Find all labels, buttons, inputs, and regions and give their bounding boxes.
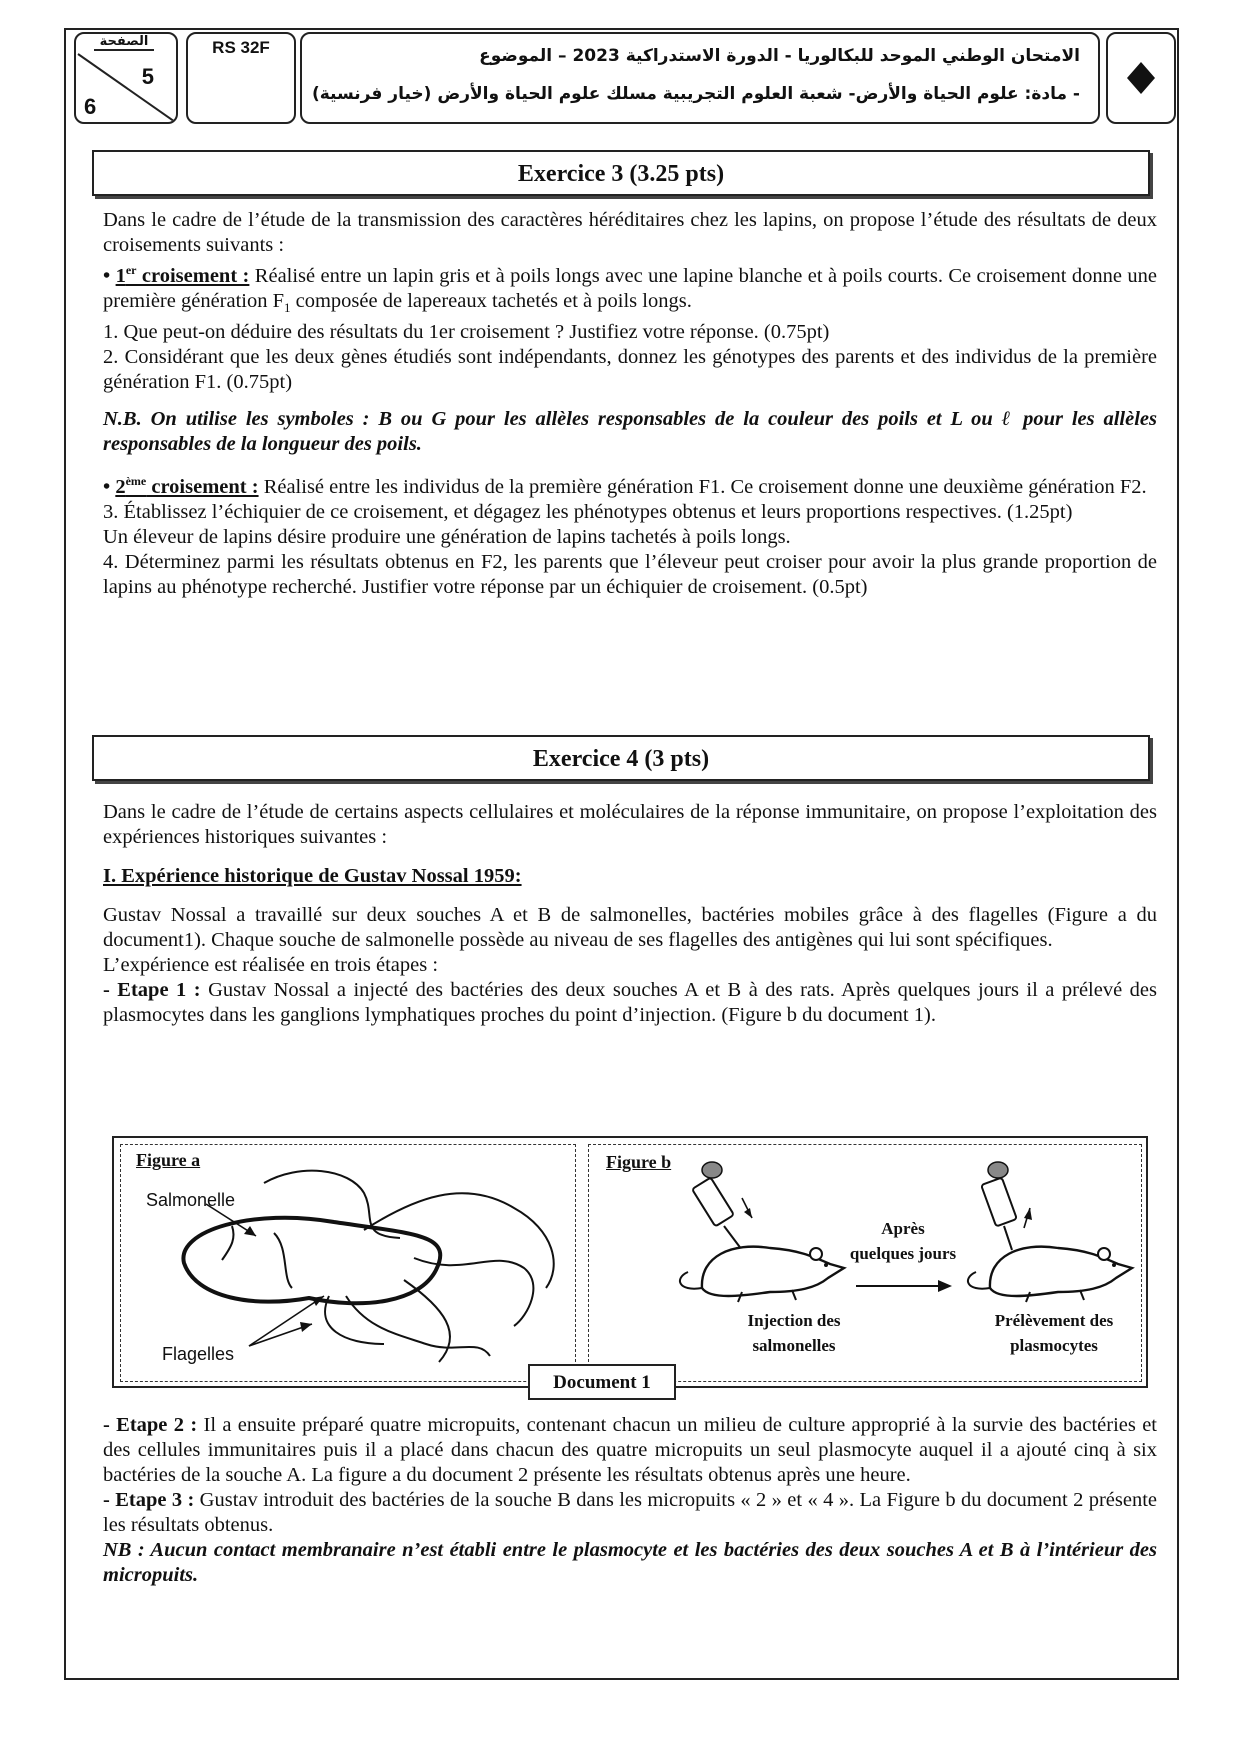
ex4-nb: NB : Aucun contact membranaire n’est établi entre le plasmocyte et les bactéries des deux souches A et B à l’intérieur des micropuits. <box>103 1539 1157 1586</box>
ex4-step1: - Etape 1 : Gustav Nossal a injecté des bactéries des deux souches A et B à des rats. Après quelques jours il a prélevé des plasmocytes dans les ganglions lymphatiques proches du point d’injection. (Figure b du document 1). <box>103 979 1157 1026</box>
exam-code-box <box>186 32 296 124</box>
ex3-cross1: • 1er croisement : Réalisé entre un lapin gris et à poils longs avec une lapine blanche et à poils courts. Ce croisement donne une première génération $F_1$ composée de lapereaux tachetés et à poils longs. <box>103 263 1157 315</box>
ex3-nb: N.B. On utilise les symboles : B ou G pour les allèles responsables de la couleur des poils et L ou ℓ pour les allèles responsables de la longueur des poils. <box>103 407 1157 455</box>
flagelles-label: Flagelles <box>162 1344 235 1364</box>
diamond-box <box>1106 32 1176 124</box>
exercise3-body <box>103 208 1157 600</box>
ex3-question4: 4. Déterminez parmi les résultats obtenus en F2, les parents que l’éleveur peut croiser pour avoir la plus grande proportion de lapins au phénotype recherché. Justifier votre réponse par un échiquier de croisement. (0.5pt) <box>103 550 1157 598</box>
ex4-p2: L’expérience est réalisée en trois étapes : <box>103 954 439 976</box>
ex4-section1-title: I. Expérience historique de Gustav Nossal 1959: <box>103 865 522 887</box>
rat-icon-right <box>968 1247 1132 1302</box>
injection-label: Injection des salmonelles <box>747 1311 841 1355</box>
exam-title-line2: - مادة: علوم الحياة والأرض- شعبة العلوم التجريبية مسلك علوم الحياة والأرض (خيار فرنسية) <box>311 84 1080 104</box>
ex4-step2: - Etape 2 : Il a ensuite préparé quatre micropuits, contenant chacun un milieu de culture approprié à la survie des bactéries et des cellules immunitaires puis il a placé dans chacun des quatre micropuits un seul plasmocyte auquel il a ajouté cinq à six bactéries de la souche A. La figure a du document 2 présente les résultats obtenus après une heure. <box>103 1414 1157 1486</box>
exercise4-title: Exercice 4 (3 pts) <box>92 735 1150 781</box>
ex3-question2: 2. Considérant que les deux gènes étudiés sont indépendants, donnez les génotypes des parents et des individus de la première génération F1. (0.75pt) <box>103 345 1157 393</box>
salmonella-drawing <box>114 1138 584 1388</box>
diamond-icon <box>1108 34 1174 122</box>
prelevement-label: Prélèvement des plasmocytes <box>994 1311 1114 1355</box>
ex4-intro: Dans le cadre de l’étude de certains aspects cellulaires et moléculaires de la réponse immunitaire, on propose l’exploitation des expériences historiques suivantes : <box>103 801 1157 848</box>
after-days-label: Après quelques jours <box>849 1219 957 1263</box>
ex4-p1: Gustav Nossal a travaillé sur deux souches A et B de salmonelles, bactéries mobiles grâce à des flagelles (Figure a du document1). Chaque souche de salmonelle possède au niveau de ses flagelles des antigènes qui lui sont spécifiques. <box>103 904 1157 951</box>
salmonelle-label: Salmonelle <box>146 1190 236 1210</box>
exercise4-body <box>103 800 1157 1028</box>
syringe-icon-left <box>692 1162 752 1250</box>
exercise4-steps <box>103 1413 1157 1588</box>
ex3-cross2: • 2ème croisement : Réalisé entre les individus de la première génération F1. Ce croisement donne une deuxième génération F2. <box>103 473 1147 498</box>
figure-b-label: Figure b <box>606 1152 672 1172</box>
exam-title-box <box>300 32 1100 124</box>
page-total: 6 <box>84 94 97 119</box>
document1-tag: Document 1 <box>528 1364 676 1400</box>
figure-a-label: Figure a <box>136 1150 201 1170</box>
page-label: الصفحة <box>94 34 154 51</box>
syringe-icon-right <box>981 1162 1032 1250</box>
ex3-breeder: Un éleveur de lapins désire produire une génération de lapins tachetés à poils longs. <box>103 525 791 548</box>
ex3-intro: Dans le cadre de l’étude de la transmission des caractères héréditaires chez les lapins, on propose l’étude des résultats de deux croisements suivants : <box>103 209 1157 256</box>
page-current: 5 <box>141 64 154 89</box>
document1 <box>112 1136 1148 1388</box>
ex3-question3: 3. Établissez l’échiquier de ce croisement, et dégagez les phénotypes obtenus et leurs proportions respectives. (1.25pt) <box>103 500 1073 523</box>
ex3-question1: 1. Que peut-on déduire des résultats du 1er croisement ? Justifiez votre réponse. (0.75pt) <box>103 320 830 343</box>
exam-code: RS 32F <box>212 38 270 57</box>
exercise3-title: Exercice 3 (3.25 pts) <box>92 150 1150 196</box>
page-number-box <box>74 32 178 124</box>
ex4-step3: - Etape 3 : Gustav introduit des bactéries de la souche B dans les micropuits « 2 » et « 4 ». La Figure b du document 2 présente les résultats obtenus. <box>103 1489 1157 1536</box>
rat-icon-left <box>680 1247 844 1302</box>
exam-title-line1: الامتحان الوطني الموحد للبكالوريا - الدورة الاستدراكية 2023 – الموضوع <box>479 46 1080 66</box>
